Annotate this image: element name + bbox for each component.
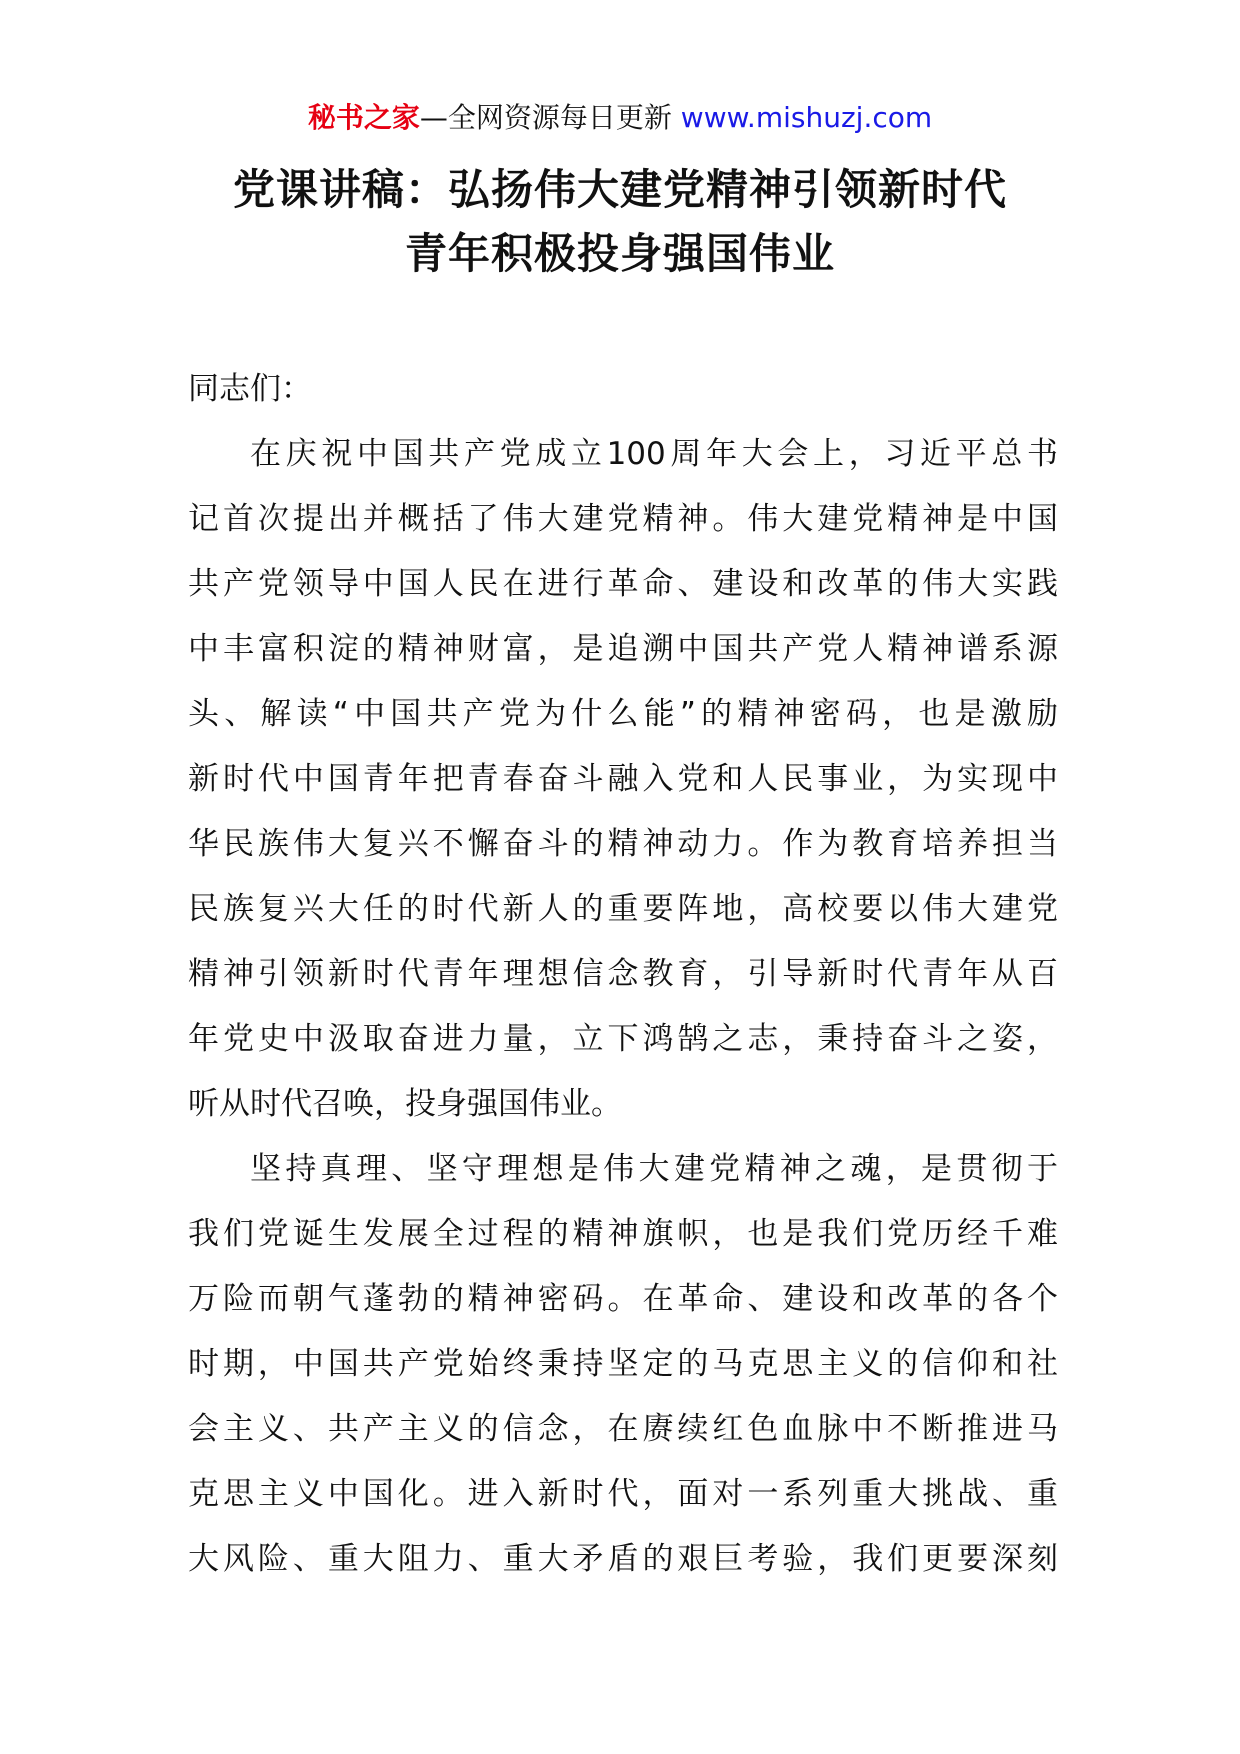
- paragraph-line: 记首次提出并概括了伟大建党精神。伟大建党精神是中国: [188, 501, 1058, 537]
- paragraph-line: 万险而朝气蓬勃的精神密码。在革命、建设和改革的各个: [188, 1281, 1058, 1317]
- site-header: [0, 98, 1240, 138]
- title-line-1: 党课讲稿：弘扬伟大建党精神引领新时代: [232, 165, 1007, 214]
- document-title: [150, 158, 1090, 286]
- paragraph-line: 坚持真理、坚守理想是伟大建党精神之魂，是贯彻于: [250, 1151, 1058, 1187]
- paragraph-line: 我们党诞生发展全过程的精神旗帜，也是我们党历经千难: [188, 1216, 1058, 1252]
- paragraph-line: 年党史中汲取奋进力量，立下鸿鹄之志，秉持奋斗之姿，: [188, 1021, 1058, 1057]
- title-line-2: 青年积极投身强国伟业: [404, 229, 835, 278]
- paragraph-line: 在庆祝中国共产党成立100周年大会上，习近平总书: [250, 436, 1058, 472]
- header-tagline: —全网资源每日更新: [419, 101, 672, 134]
- site-url[interactable]: www.mishuzj.com: [680, 101, 933, 134]
- paragraph-line: 大风险、重大阻力、重大矛盾的艰巨考验，我们更要深刻: [188, 1541, 1058, 1577]
- paragraph-1: [188, 422, 1058, 1137]
- paragraph-line: 精神引领新时代青年理想信念教育，引导新时代青年从百: [188, 956, 1058, 992]
- paragraph-line: 新时代中国青年把青春奋斗融入党和人民事业，为实现中: [188, 761, 1058, 797]
- salutation: 同志们：: [188, 371, 312, 407]
- paragraph-2: [188, 1137, 1058, 1592]
- paragraph-line: 克思主义中国化。进入新时代，面对一系列重大挑战、重: [188, 1476, 1058, 1512]
- paragraph-line: 华民族伟大复兴不懈奋斗的精神动力。作为教育培养担当: [188, 826, 1058, 862]
- document-body: [188, 357, 1058, 1592]
- paragraph-line: 听从时代召唤，投身强国伟业。: [188, 1086, 622, 1122]
- paragraph-line: 共产党领导中国人民在进行革命、建设和改革的伟大实践: [188, 566, 1058, 602]
- brand-name: 秘书之家: [307, 101, 420, 134]
- paragraph-line: 时期，中国共产党始终秉持坚定的马克思主义的信仰和社: [188, 1346, 1058, 1382]
- paragraph-line: 头、解读“中国共产党为什么能”的精神密码，也是激励: [188, 696, 1058, 732]
- paragraph-line: 民族复兴大任的时代新人的重要阵地，高校要以伟大建党: [188, 891, 1058, 927]
- paragraph-line: 中丰富积淀的精神财富，是追溯中国共产党人精神谱系源: [188, 631, 1058, 667]
- paragraph-line: 会主义、共产主义的信念，在赓续红色血脉中不断推进马: [188, 1411, 1058, 1447]
